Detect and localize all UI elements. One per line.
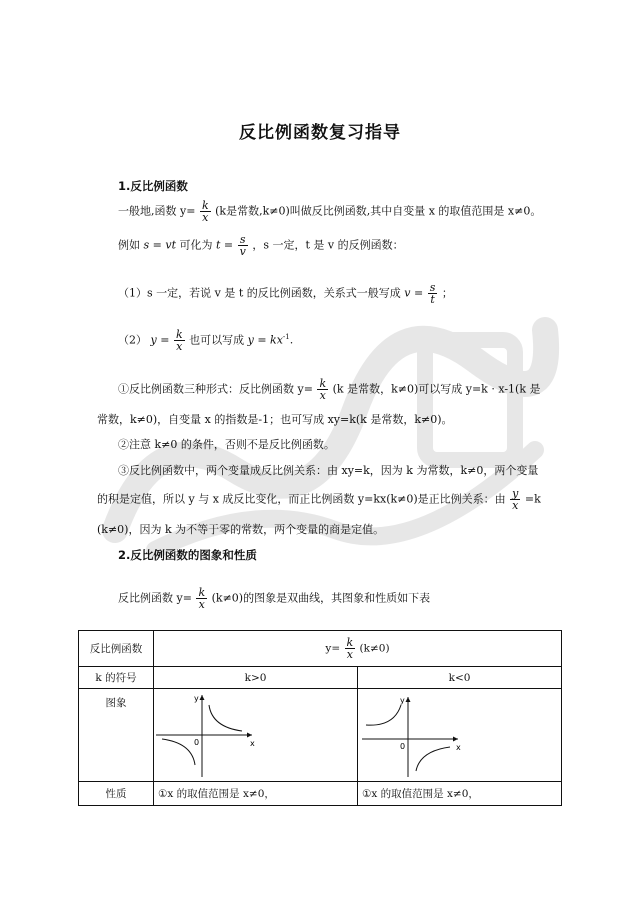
item2-prefix: （2） [118,333,147,347]
row-label-properties: 性质 [79,782,154,806]
fraction-denominator: x [202,211,209,224]
item1-line [118,282,453,305]
function-formula-cell [154,631,562,667]
formula-prefix: y= [325,642,341,655]
y-axis-label: y [194,694,199,703]
table-row [79,667,562,689]
example-line [118,234,404,257]
fraction-denominator: x [198,598,205,611]
fraction-denominator: t [430,293,435,306]
item1-suffix: ； [441,286,453,300]
note3-equals-k: =k [524,492,541,506]
definition-line [118,200,541,223]
item2-suffix: . [289,333,294,347]
definition-prefix: 一般地,函数 y= [118,204,196,218]
origin-label: 0 [194,738,200,747]
note3-line-c: (k≠0)，因为 k 为不等于零的常数，两个变量的商是定值。 [97,523,385,536]
item2-exponent: -1 [282,332,290,341]
y-axis-arrow [406,697,411,702]
note3-text: 的积是定值，所以 y 与 x 成反比变化，而正比例函数 y=kx(k≠0)是正比例关系：由 [97,492,506,506]
graph-k-negative [358,689,562,782]
item1-prefix: （1）s 一定，若说 v 是 t 的反比例函数，关系式一般写成 [118,286,405,300]
row-label-function: 反比例函数 [79,631,154,667]
fraction-denominator: x [512,499,519,512]
hyperbola-branch-q2 [366,705,401,725]
note1-line-a [118,378,541,401]
example-t-equals: t = [216,238,234,252]
fraction-numerator: k [201,199,209,212]
hyperbola-k-negative-graph [358,689,558,781]
section2-heading: 2.反比例函数的图象和性质 [118,548,257,562]
fraction-k-over-x [345,637,356,660]
k-positive-header: k>0 [154,667,358,689]
item2-y-equals: y = [150,333,170,347]
fraction-numerator: s [238,234,248,246]
definition-suffix: (k是常数,k≠0)叫做反比例函数,其中自变量 x 的取值范围是 x≠0。 [215,204,542,218]
note3-line-b [97,488,541,511]
properties-table [78,630,562,806]
fraction-denominator: x [319,389,326,402]
fraction-k-over-x [317,378,328,401]
k-negative-header: k<0 [358,667,562,689]
fraction-numerator: k [346,636,354,649]
fraction-numerator: y [512,487,519,500]
fraction-k-over-x [174,329,185,352]
fraction-numerator: k [198,586,206,599]
item1-v-equals: v = [404,286,424,300]
row-label-k-sign: k 的符号 [79,667,154,689]
fraction-numerator: s [429,281,436,294]
fraction-numerator: k [175,328,183,341]
x-axis-label: x [456,743,461,752]
property-k-negative: ①x 的取值范围是 x≠0， [358,782,562,806]
hyperbola-k-positive-graph [154,689,354,781]
hyperbola-branch-q3 [162,739,195,765]
property-k-positive: ①x 的取值范围是 x≠0， [154,782,358,806]
y-axis-label: y [400,696,405,705]
fraction-denominator: x [176,340,183,353]
fraction-denominator: x [346,648,353,661]
note2-line: ②注意 k≠0 的条件，否则不是反比例函数。 [118,438,335,451]
example-suffix: ，s 一定，t 是 v 的反例函数： [252,238,404,252]
example-equation: s = vt [143,238,176,252]
fraction-k-over-x [200,200,211,223]
intro-prefix: 反比例函数 y= [118,591,192,605]
y-axis-arrow [200,695,205,700]
intro-suffix: (k≠0)的图象是双曲线，其图象和性质如下表 [211,591,431,605]
note1-line-b: 常数，k≠0)，自变量 x 的指数是-1；也可写成 xy=k(k 是常数，k≠0)。 [97,413,453,426]
formula-suffix: (k≠0) [359,642,390,655]
item2-equation: y = kx [247,333,283,347]
row-label-graph: 图象 [79,689,154,782]
page-title: 反比例函数复习指导 [239,123,401,143]
note1-prefix: ①反比例函数三种形式：反比例函数 y= [118,382,313,396]
table-row [79,782,562,806]
table-row [79,689,562,782]
item2-line [118,329,293,352]
note3-line-a: ③反比例函数中，两个变量成反比例关系：由 xy=k，因为 k 为常数，k≠0，两个变量 [118,464,539,477]
example-prefix: 例如 [118,238,144,252]
fraction-s-over-v [238,234,248,257]
table-row [79,631,562,667]
fraction-k-over-x [196,587,207,610]
x-axis-label: x [250,739,255,748]
fraction-y-over-x [510,488,520,511]
note1-suffix: (k 是常数，k≠0)可以写成 y=k · x-1(k 是 [332,382,541,396]
item2-mid: 也可以写成 [189,333,248,347]
section2-intro [118,587,430,610]
example-mid: 可化为 [179,238,216,252]
x-axis-arrow [453,737,458,742]
fraction-numerator: k [319,377,327,390]
hyperbola-branch-q4 [416,747,450,771]
fraction-s-over-t [428,282,438,305]
fraction-denominator: v [239,245,246,258]
graph-k-positive [154,689,358,782]
hyperbola-branch-q1 [209,705,242,731]
x-axis-arrow [247,733,252,738]
section1-heading: 1.反比例函数 [118,179,188,193]
origin-label: 0 [400,742,406,751]
